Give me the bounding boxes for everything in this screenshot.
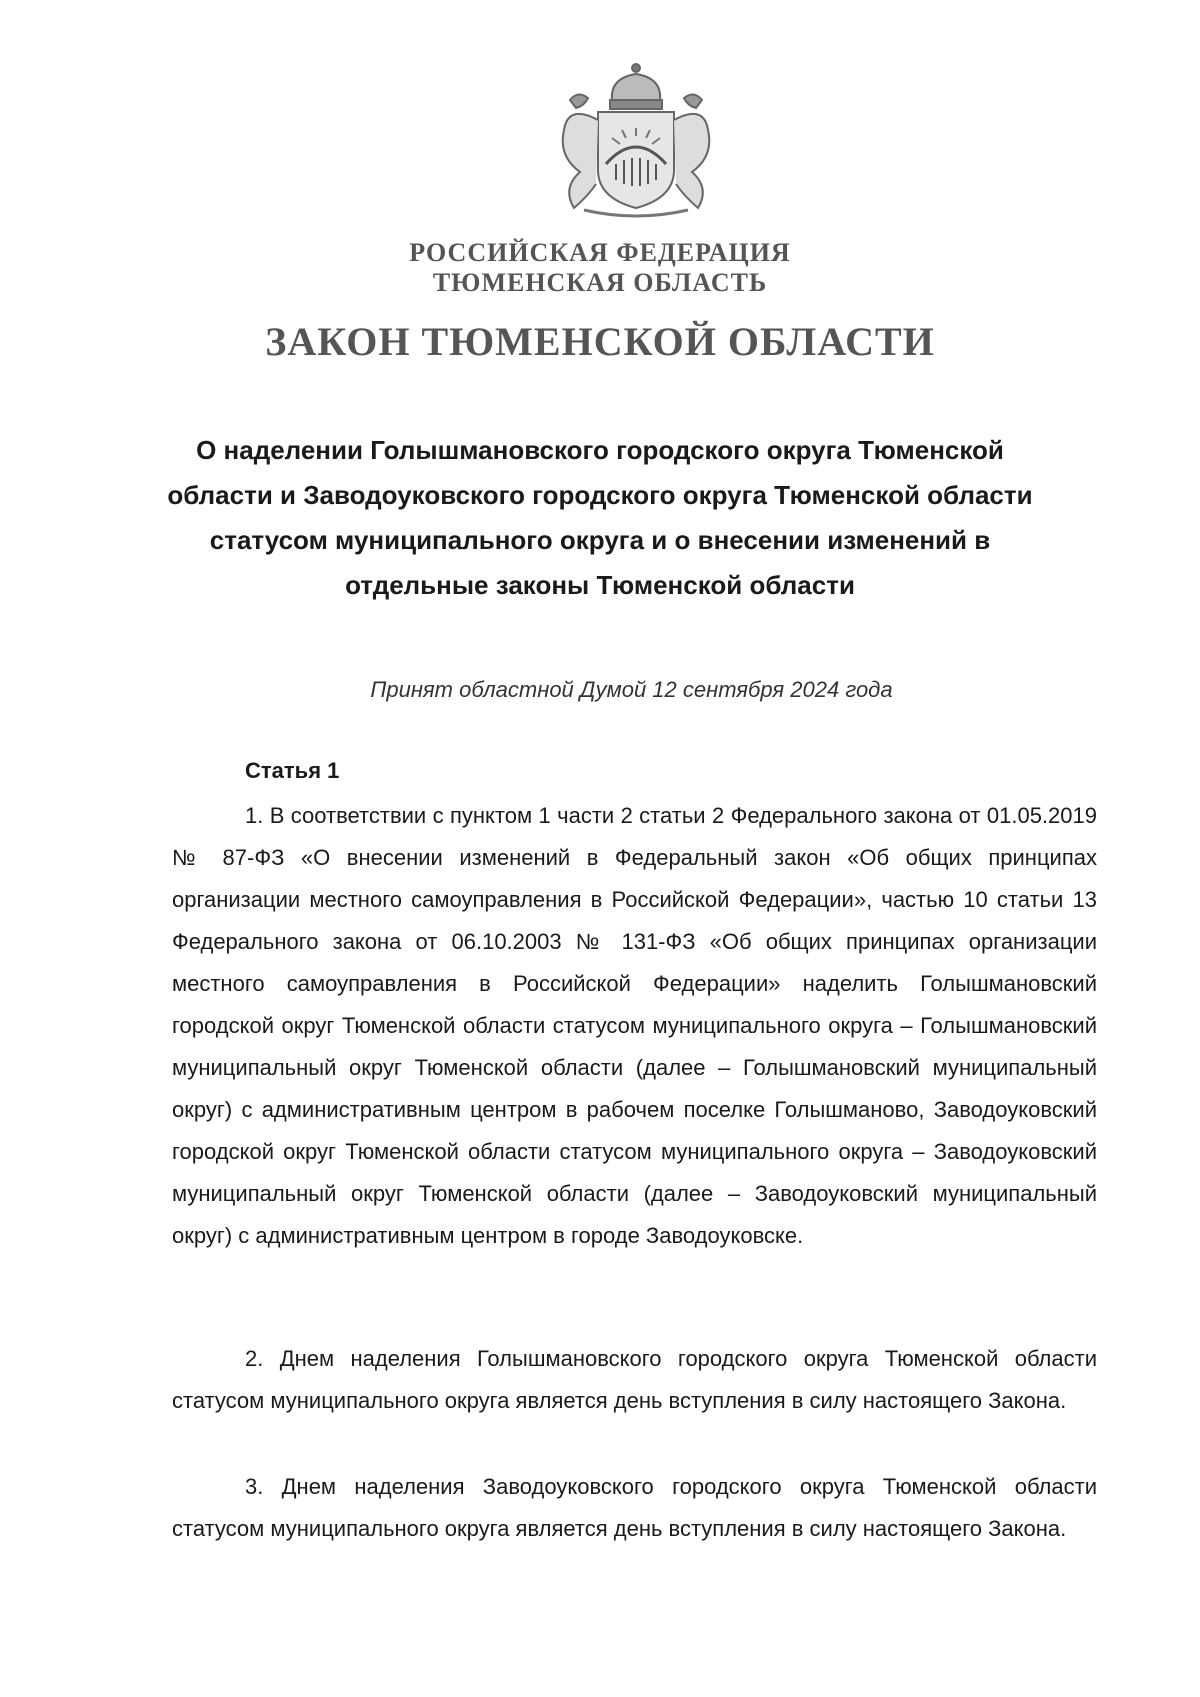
- adoption-date: Принят областной Думой 12 сентября 2024 года: [370, 677, 893, 702]
- article-paragraph-2: 2. Днем наделения Голышмановского городского округа Тюменской области статусом муниципального округа является день вступления в силу настоящего Закона.: [172, 1346, 1097, 1413]
- region-heading: ТЮМЕНСКАЯ ОБЛАСТЬ: [432, 268, 768, 297]
- law-title: О наделении Голышмановского городского округа Тюменской области и Заводоуковского городского округа Тюменской области статусом муниципального округа и о внесении изменений в отдельные законы Тюменской области: [167, 435, 1033, 600]
- coat-of-arms-icon: [540, 60, 732, 220]
- article-heading: Статья 1: [245, 758, 340, 783]
- law-heading: ЗАКОН ТЮМЕНСКОЙ ОБЛАСТИ: [265, 319, 935, 364]
- article-paragraph-3: 3. Днем наделения Заводоуковского городского округа Тюменской области статусом муниципального округа является день вступления в силу настоящего Закона.: [172, 1474, 1097, 1541]
- country-heading: РОССИЙСКАЯ ФЕДЕРАЦИЯ: [409, 238, 791, 267]
- article-paragraph-1: 1. В соответствии с пунктом 1 части 2 статьи 2 Федерального закона от 01.05.2019 № 87-ФЗ «О внесении изменений в Федеральный закон «Об общих принципах организации местного самоуправления в Российской Федерации», частью 10 статьи 13 Федерального закона от 06.10.2003 № 131-ФЗ «Об общих принципах организации местного самоуправления в Российской Федерации» наделить Голышмановский городской округ Тюменской области статусом муниципального округа – Голышмановский муниципальный округ Тюменской области (далее – Голышмановский муниципальный округ) с административным центром в рабочем поселке Голышманово, Заводоуковский городской округ Тюменской области статусом муниципального округа – Заводоуковский муниципальный округ Тюменской области (далее – Заводоуковский муниципальный округ) с административным центром в городе Заводоуковске.: [172, 803, 1097, 1248]
